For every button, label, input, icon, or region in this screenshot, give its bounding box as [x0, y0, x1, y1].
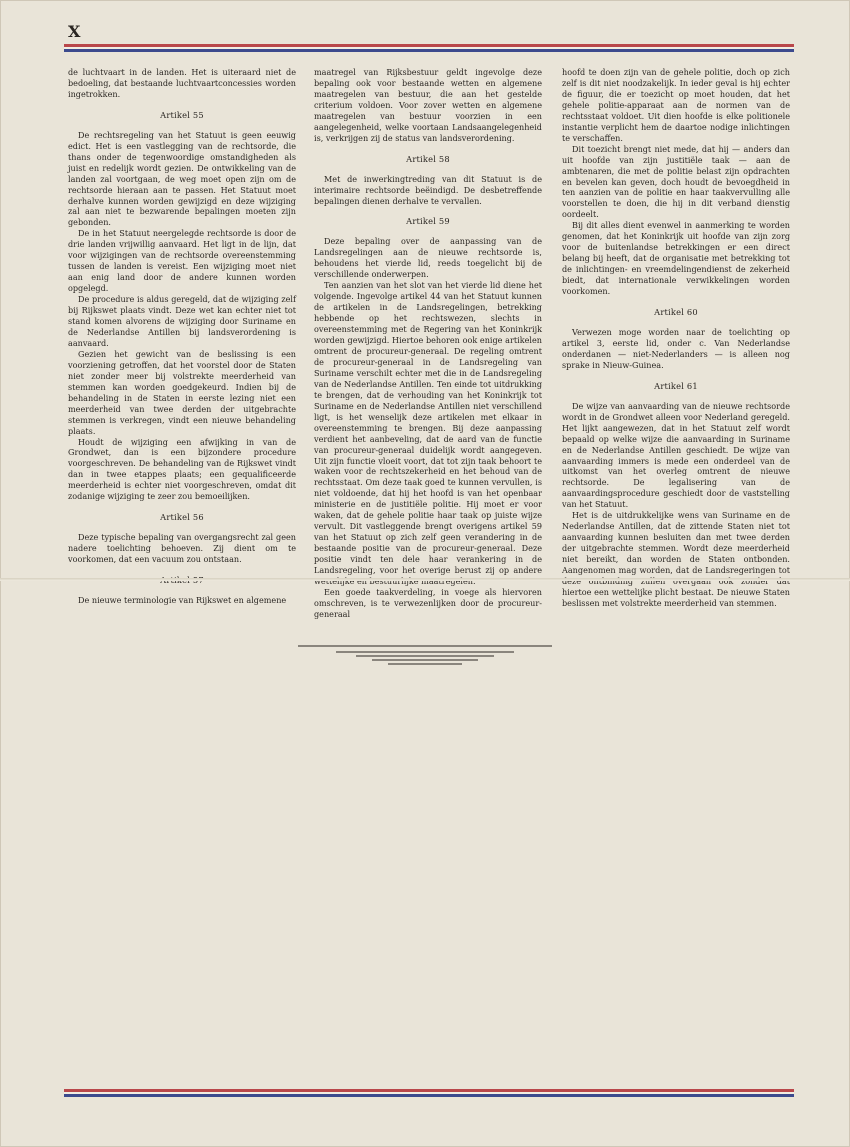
paragraph: De procedure is aldus geregeld, dat de wijziging zelf bij Rijkswet plaats vindt. Deze wet kan echter niet tot stand komen alvorens de wijziging door Suriname en de Nederlandse Antillen bij landsverordening is aanvaard. — [68, 294, 296, 348]
flag-blue-band — [64, 1094, 794, 1097]
paragraph: Deze typische bepaling van overgangsrecht zal geen nadere toelichting behoeven. Zij dient om te voorkomen, dat een vacuum zou ontstaan. — [68, 532, 296, 565]
flag-stripe-bottom — [64, 1089, 794, 1097]
paragraph: Dit toezicht brengt niet mede, dat hij — anders dan uit hoofde van zijn justitiële taak — aan de ambtenaren, die met de politie belast zijn opdrachten en bevelen kan geven, doch houdt de bevoegdheid in ten aanzien van de politie en haar taakvervulling alle voorstellen te doen, die hij in dit verband dienstig oordeelt. — [562, 143, 790, 220]
flag-blue-band — [64, 49, 794, 52]
article-heading-59: Artikel 59 — [406, 216, 450, 227]
text-column-1 — [68, 67, 296, 606]
article-heading-56: Artikel 56 — [160, 512, 204, 523]
paragraph: Het is de uitdrukkelijke wens van Suriname en de Nederlandse Antillen, dat de zittende Staten niet tot aanvaarding kunnen besluiten dan met twee derden der uitgebrachte stemmen. Wordt deze meerderheid niet bereikt, dan worden de Staten ontbonden. Aangenomen mag worden, dat de Landsregeringen tot hiertoe een wettelijke plicht bestaat. De nieuwe Staten beslissen met volstrekte meerderheid van stemmen. — [562, 510, 790, 608]
paragraph: hoofd te doen zijn van de gehele politie, doch op zich zelf is dit niet noodzakelijk. In ieder geval is hij echter de figuur, die er toezicht op moet houden, dat het gehele politie-apparaat aan de normen van de rechtsstaat voldoet. Uit dien hoofde is elke politionele instantie verplicht hem de daartoe nodige inlichtingen te verschaffen. — [562, 67, 790, 143]
paragraph: maatregel van Rijksbestuur geldt ingevolge deze bepaling ook voor bestaande wetten en algemene maatregelen van bestuur, die aan het gestelde criterium voldoen. Voor zover wetten en algemene maatregelen van bestuur voorzien in een aangelegenheid, welke voortaan Landsaangelegenheid is, verkrijgen zij de status van landsverordening. — [314, 67, 542, 143]
article-heading-60: Artikel 60 — [654, 307, 698, 318]
page-fold-line — [0, 578, 850, 581]
paragraph: Met de inwerkingtreding van dit Statuut is de interimaire rechtsorde beëindigd. De desbetreffende bepalingen dienen derhalve te vervallen. — [314, 173, 542, 206]
paragraph: De wijze van aanvaarding van de nieuwe rechtsorde wordt in de Grondwet alleen voor Nederland geregeld. Het lijkt aangewezen, dat in het Statuut zelf wordt bepaald op welke wijze die aanvaarding in Suriname en de Nederlandse Antillen geschiedt. De wijze van aanvaarding immers is mede een onderdeel van de uitkomst van het overleg omtrent de nieuwe rechtsorde. De legalisering van de aanvaardingsprocedure geschiedt door de vaststelling van het Statuut. — [562, 400, 790, 510]
text-column-2 — [314, 67, 542, 620]
paragraph: De nieuwe terminologie van Rijkswet en algemene — [78, 594, 287, 605]
flag-stripe-top — [64, 44, 794, 52]
article-heading-61: Artikel 61 — [654, 380, 698, 391]
paragraph: de luchtvaart in de landen. Het is uiteraard niet de bedoeling, dat bestaande luchtvaartconcessies worden ingetrokken. — [68, 67, 296, 99]
article-heading-58: Artikel 58 — [406, 153, 450, 164]
paragraph: Verwezen moge worden naar de toelichting op artikel 3, eerste lid, onder c. Van Nederlandse onderdanen — niet-Nederlanders — is alleen nog sprake in Nieuw-Guinea. — [562, 326, 790, 370]
paragraph: De in het Statuut neergelegde rechtsorde is door de drie landen vrijwillig aanvaard. Het ligt in de lijn, dat voor wijzigingen van de rechtsorde overeenstemming tussen de landen is vereist. Een wijziging moet niet aan enig land door de andere kunnen worden opgelegd. — [68, 228, 296, 294]
end-ornament-lines — [298, 642, 552, 682]
paragraph: Deze bepaling over de aanpassing van de Landsregelingen aan de nieuwe rechtsorde is, behoudens het vierde lid, reeds toegelicht bij de verschillende onderwerpen. — [314, 236, 542, 280]
text-column-3 — [562, 67, 790, 609]
paragraph: De rechtsregeling van het Statuut is geen eeuwig edict. Het is een vastlegging van de rechtsorde, die thans onder de tegenwoordige omstandigheden als juist en redelijk wordt gezien. De ontwikkeling van de landen zal voortgaan, de weg moet open zijn om de rechtsorde hieraan aan te passen. Het Statuut moet derhalve kunnen worden gewijzigd en deze wijziging zal aan niet te bezwarende bepalingen moeten zijn gebonden. — [68, 129, 296, 228]
paragraph: Houdt de wijziging een afwijking in van de Grondwet, dan is een bijzondere procedure voorgeschreven. De behandeling van de Rijkswet vindt dan in twee etappes plaats; een gequalificeerde meerderheid is echter niet voorgeschreven, omdat dit zodanige wijziging te zeer zou bemoeilijken. — [68, 436, 296, 502]
paragraph: Ten aanzien van het slot van het vierde lid diene het volgende. Ingevolge artikel 44 van het Statuut kunnen de artikelen in de Landsregelingen, betrekking hebbende op het rechtswezen, slechts in overeenstemming met de Regering van het Koninkrijk worden gewijzigd. Hiertoe behoren ook enige artikelen omtrent de procureur-generaal. De regeling omtrent de procureur-generaal in de Landsregeling van Suriname verschilt echter met die in de Landsregeling van de Nederlandse Antillen. Ten einde tot uitdrukking te brengen, dat de verhouding van het Koninkrijk tot Suriname en de Nederlandse Antillen niet verschillend ligt, is het wenselijk deze artikelen met elkaar in overeenstemming te brengen. Bij deze aanpassing verdient het aanbeveling, dat de aard van de functie van procureur-generaal duidelijk wordt aangegeven. Uit zijn functie vloeit voort, dat tot zijn taak behoort te waken voor de rechtszekerheid en het behoud van de rechtsstaat. Om deze taak goed te kunnen vervullen, is niet voldoende, dat hij het hoofd is van het openbaar ministerie en de justitiële politie. Hij moet er voor waken, dat de gehele politie haar taak op juiste wijze vervult. Dit vastleggende brengt overigens artikel 59 van het Statuut op zich zelf geen verandering in de bestaande positie van de procureur-generaal. Deze positie vindt ten dele haar verankering in de Landsregeling, voor het overige berust zij op andere — [314, 280, 542, 576]
page-number: X — [68, 22, 81, 41]
paragraph: Gezien het gewicht van de beslissing is een voorziening getroffen, dat het voorstel door de Staten niet zonder meer bij volstrekte meerderheid van stemmen kan worden goedgekeurd. Indien bij de behandeling in de Staten in eerste lezing niet een meerderheid van twee derden der uitgebrachte stemmen is verkregen, vindt een nieuwe behandeling plaats. — [68, 348, 296, 436]
article-heading-55: Artikel 55 — [160, 109, 204, 120]
paragraph: Bij dit alles dient evenwel in aanmerking te worden genomen, dat het Koninkrijk uit hoofde van zijn zorg voor de buitenlandse betrekkingen er een direct belang bij heeft, dat de organisatie met betrekking tot de inlichtingen- en vreemdelingendienst de zekerheid biedt, dat internationale verwikkelingen worden voorkomen. — [562, 220, 790, 297]
paragraph: Een goede taakverdeling, in voege als hiervoren omschreven, is te verwezenlijken door de procureur-generaal — [314, 586, 542, 619]
